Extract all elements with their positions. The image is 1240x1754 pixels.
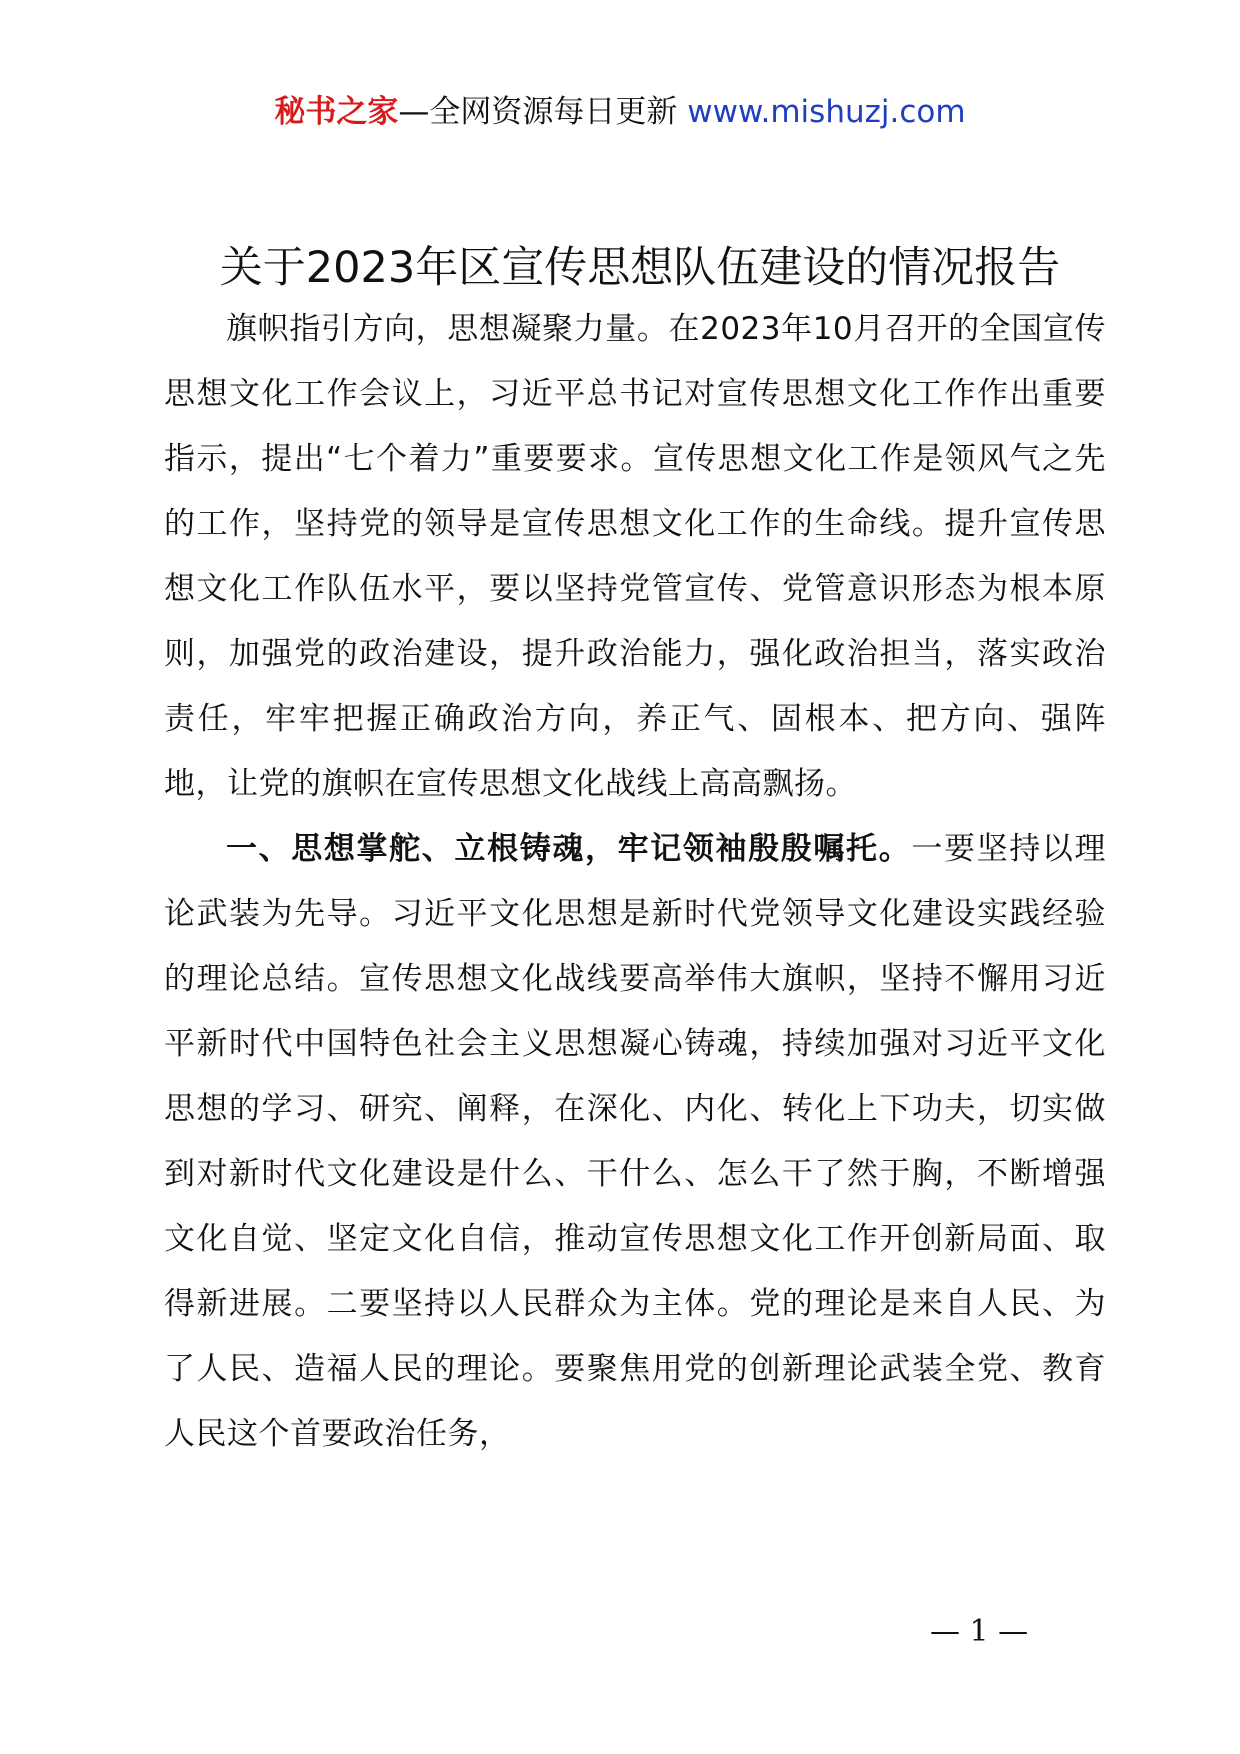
page-number: — 1 — xyxy=(930,1614,1029,1649)
paragraph-text: 旗帜指引方向，思想凝聚力量。在2023年10月召开的全国宣传思想文化工作会议上，习近平总书记对宣传思想文化工作作出重要指示，提出“七个着力”重要要求。宣传思想文化工作是领风气之先的工作，坚持党的领导是宣传思想文化工作的生命线。提升宣传思想文化工作队伍水平，要以坚持党管宣传、党管意识形态为根本原则，加强党的政治建设，提升政治能力，强化政治担当，落实政治责任，牢牢把握正确政治方向，养正气、固根本、把方向、强阵地，让党的旗帜在宣传思想文化战线上高高飘扬。 xyxy=(164,311,1106,802)
section-heading: 一、思想掌舵、立根铸魂，牢记领袖殷殷嘱托。 xyxy=(226,831,912,867)
paragraph-text: 一要坚持以理论武装为先导。习近平文化思想是新时代党领导文化建设实践经验的理论总结。宣传思想文化战线要高举伟大旗帜，坚持不懈用习近平新时代中国特色社会主义思想凝心铸魂，持续加强对习近平文化思想的学习、研究、阐释，在深化、内化、转化上下功夫，切实做到对新时代文化建设是什么、干什么、怎么干了然于胸，不断增强文化自觉、坚定文化自信，推动宣传思想文化工作开创新局面、取得新进展。二要坚持以人民群众为主体。党的理论是来自人民、为了人民、造福人民的理论。要聚焦用党的创新理论武装全党、教育人民这个首要政治任务， xyxy=(164,831,1107,1452)
document-title: 关于2023年区宣传思想队伍建设的情况报告 xyxy=(219,243,1061,293)
site-url-link[interactable]: www.mishuzj.com xyxy=(687,94,966,130)
site-header xyxy=(0,92,1240,132)
intro-paragraph xyxy=(164,297,1106,817)
header-tagline: —全网资源每日更新 xyxy=(398,94,678,130)
document-body xyxy=(164,297,1106,1467)
brand-name: 秘书之家 xyxy=(274,94,399,130)
section-one-paragraph xyxy=(164,817,1106,1467)
